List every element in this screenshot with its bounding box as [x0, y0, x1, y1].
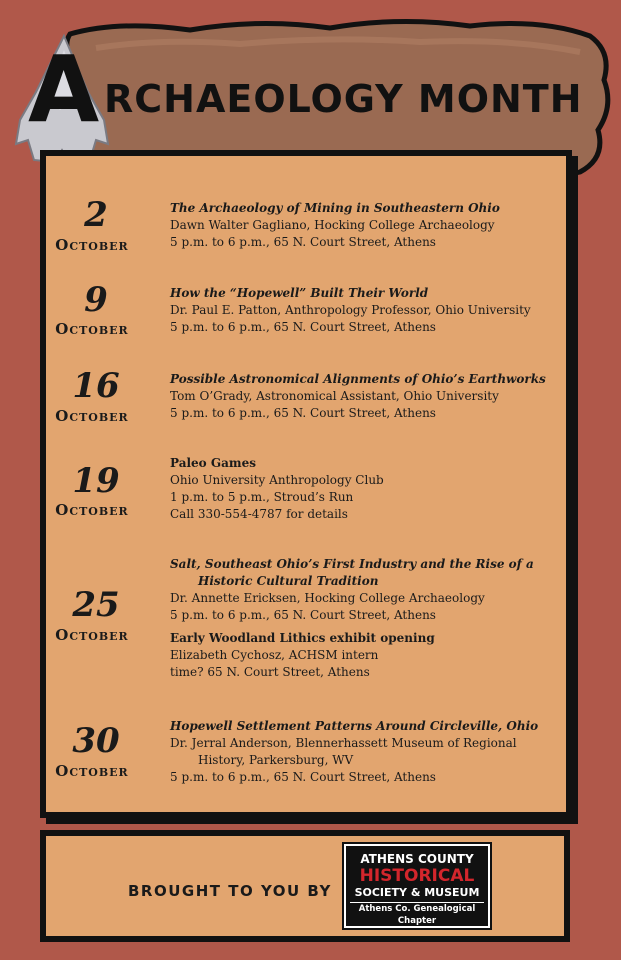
event-time-location: 5 p.m. to 6 p.m., 65 N. Court Street, Athens	[170, 320, 436, 334]
sub-event-speaker: Elizabeth Cychosz, ACHSM intern	[170, 648, 379, 662]
event-details	[170, 371, 560, 422]
historical-society-logo	[344, 844, 490, 928]
title-rest: RCHAEOLOGY MONTH	[104, 77, 583, 121]
event-time-location: 5 p.m. to 6 p.m., 65 N. Court Street, Athens	[170, 770, 436, 784]
event-title: Paleo Games	[170, 456, 256, 470]
event-title-continued: Historic Cultural Tradition	[198, 574, 379, 588]
event-title: The Archaeology of Mining in Southeastern Ohio	[170, 201, 500, 215]
event-speaker-continued: History, Parkersburg, WV	[198, 753, 354, 767]
event-time-location: 5 p.m. to 6 p.m., 65 N. Court Street, Athens	[170, 235, 436, 249]
event-title: How the “Hopewell” Built Their World	[170, 286, 429, 300]
event-speaker: Tom O’Grady, Astronomical Assistant, Ohio University	[170, 389, 499, 403]
event-day: 2	[84, 195, 108, 235]
event-speaker: Dr. Jerral Anderson, Blennerhassett Museum of Regional	[170, 736, 517, 750]
event-month: October	[55, 626, 129, 644]
event-month: October	[55, 762, 129, 780]
event-details	[170, 455, 560, 523]
event-month: October	[55, 320, 129, 338]
event-time-location: 5 p.m. to 6 p.m., 65 N. Court Street, Athens	[170, 608, 436, 622]
event-day: 9	[84, 280, 108, 320]
event-title: Hopewell Settlement Patterns Around Circleville, Ohio	[170, 719, 539, 733]
event-day: 30	[72, 721, 120, 761]
brought-to-you-label: BROUGHT TO YOU BY	[128, 882, 332, 900]
event-details	[170, 718, 560, 786]
event-day: 25	[72, 585, 120, 625]
event-speaker: Dr. Annette Ericksen, Hocking College Archaeology	[170, 591, 485, 605]
logo-line-1: ATHENS COUNTY	[360, 852, 474, 866]
event-month: October	[55, 407, 129, 425]
event-day: 16	[72, 366, 120, 406]
logo-line-2: HISTORICAL	[359, 866, 475, 886]
event-details	[170, 556, 560, 681]
event-time-location: 5 p.m. to 6 p.m., 65 N. Court Street, Athens	[170, 406, 436, 420]
title-initial: A	[28, 36, 100, 143]
event-title: Possible Astronomical Alignments of Ohio’s Earthworks	[170, 372, 546, 386]
sponsor-panel	[40, 830, 570, 942]
event-day: 19	[72, 461, 120, 501]
event-speaker: Dr. Paul E. Patton, Anthropology Professor, Ohio University	[170, 303, 531, 317]
logo-line-4: Athens Co. Genealogical Chapter	[350, 902, 484, 927]
event-details	[170, 200, 560, 251]
logo-line-3: SOCIETY & MUSEUM	[354, 886, 480, 899]
sub-event-time-location: time? 65 N. Court Street, Athens	[170, 665, 370, 679]
event-speaker: Ohio University Anthropology Club	[170, 473, 384, 487]
event-contact: Call 330-554-4787 for details	[170, 507, 348, 521]
event-month: October	[55, 236, 129, 254]
event-time-location: 1 p.m. to 5 p.m., Stroud’s Run	[170, 490, 354, 504]
event-title: Salt, Southeast Ohio’s First Industry and the Rise of a	[170, 557, 534, 571]
event-month: October	[55, 501, 129, 519]
sub-event-title: Early Woodland Lithics exhibit opening	[170, 631, 435, 645]
event-details	[170, 285, 560, 336]
event-speaker: Dawn Walter Gagliano, Hocking College Archaeology	[170, 218, 495, 232]
